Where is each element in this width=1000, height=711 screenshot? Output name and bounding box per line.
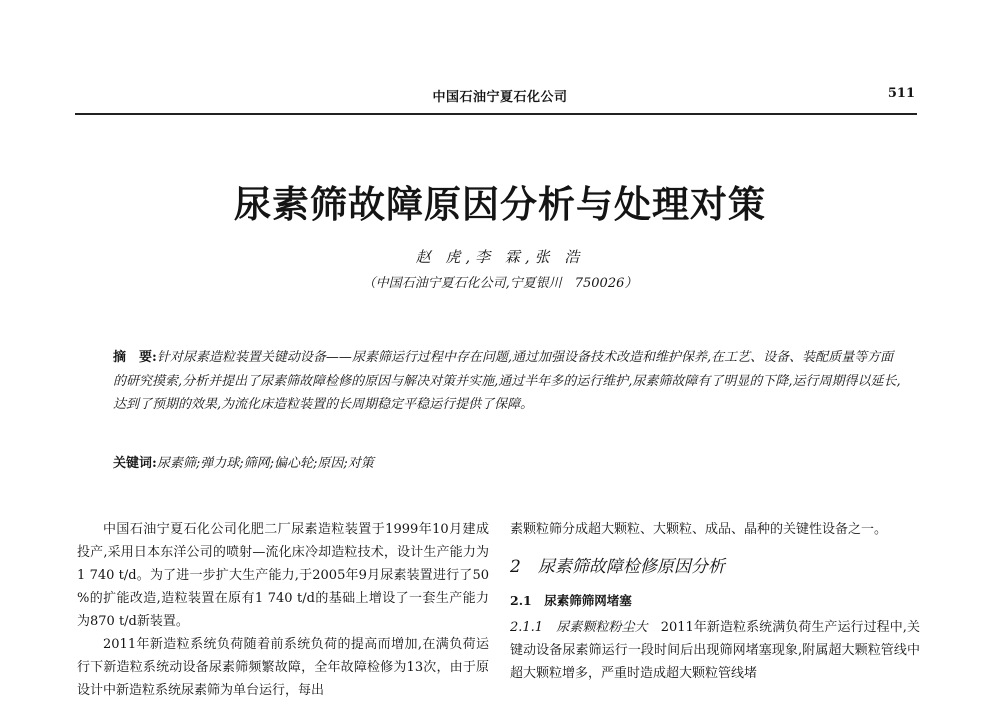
subsubsection-heading: 2.1.1 尿素颗粒粉尘大 [510,620,648,635]
body-column-left [77,518,489,702]
subsubsection-text: 2011年新造粒系统满负荷生产运行过程中,关键动设备尿素筛运行一段时间后出现筛网堵塞现象,附属超大颗粒管线中超大颗粒增多，严重时造成超大颗粒管线堵 [510,620,920,681]
body-paragraph: 中国石油宁夏石化公司化肥二厂尿素造粒装置于1999年10月建成投产,采用日本东洋公司的喷射—流化床冷却造粒技术，设计生产能力为1 740 t/d。为了进一步扩大生产能力,于2005年9月尿素装置进行了50 %的扩能改造,造粒装置在原有1 740 t/d的基础上增设了一套生产能力为870 t/d新装置。 [77,522,489,629]
affiliation: （中国石油宁夏石化公司,宁夏银川 750026） [362,276,638,291]
running-header-journal: 中国石油宁夏石化公司 [432,90,568,105]
abstract-text: 针对尿素造粒装置关键动设备——尿素筛运行过程中存在问题,通过加强设备技术改造和维护保养,在工艺、设备、装配质量等方面的研究摸索,分析并提出了尿素筛故障检修的原因与解决对策并实施,通过半年多的运行维护,尿素筛故障有了明显的下降,运行周期得以延长,达到了预期的效果,为流化床造粒装置的长周期稳定平稳运行提供了保障。 [113,350,901,412]
keywords [113,452,903,471]
authors: 赵 虎,李 霖,张 浩 [415,248,585,266]
paper-title: 尿素筛故障原因分析与处理对策 [234,182,766,226]
body-paragraph: 2011年新造粒系统负荷随着前系统负荷的提高而增加,在满负荷运行下新造粒系统动设备尿素筛频繁故障，全年故障检修为13次，由于原设计中新造粒系统尿素筛为单台运行，每出 [77,637,489,698]
subsection-heading: 2.1 尿素筛筛网堵塞 [510,593,632,608]
body-column-right [510,518,920,685]
body-paragraph: 素颗粒筛分成超大颗粒、大颗粒、成品、晶种的关键性设备之一。 [510,522,888,537]
section-heading: 2 尿素筛故障检修原因分析 [510,557,725,577]
header-rule [75,113,917,115]
body-paragraph [510,616,920,685]
abstract-label: 摘 要: [113,350,157,365]
page-number: 511 [887,86,915,101]
keywords-label: 关键词: [113,456,157,471]
abstract [113,346,903,417]
keywords-text: 尿素筛;弹力球;筛网;偏心轮;原因;对策 [156,456,374,471]
